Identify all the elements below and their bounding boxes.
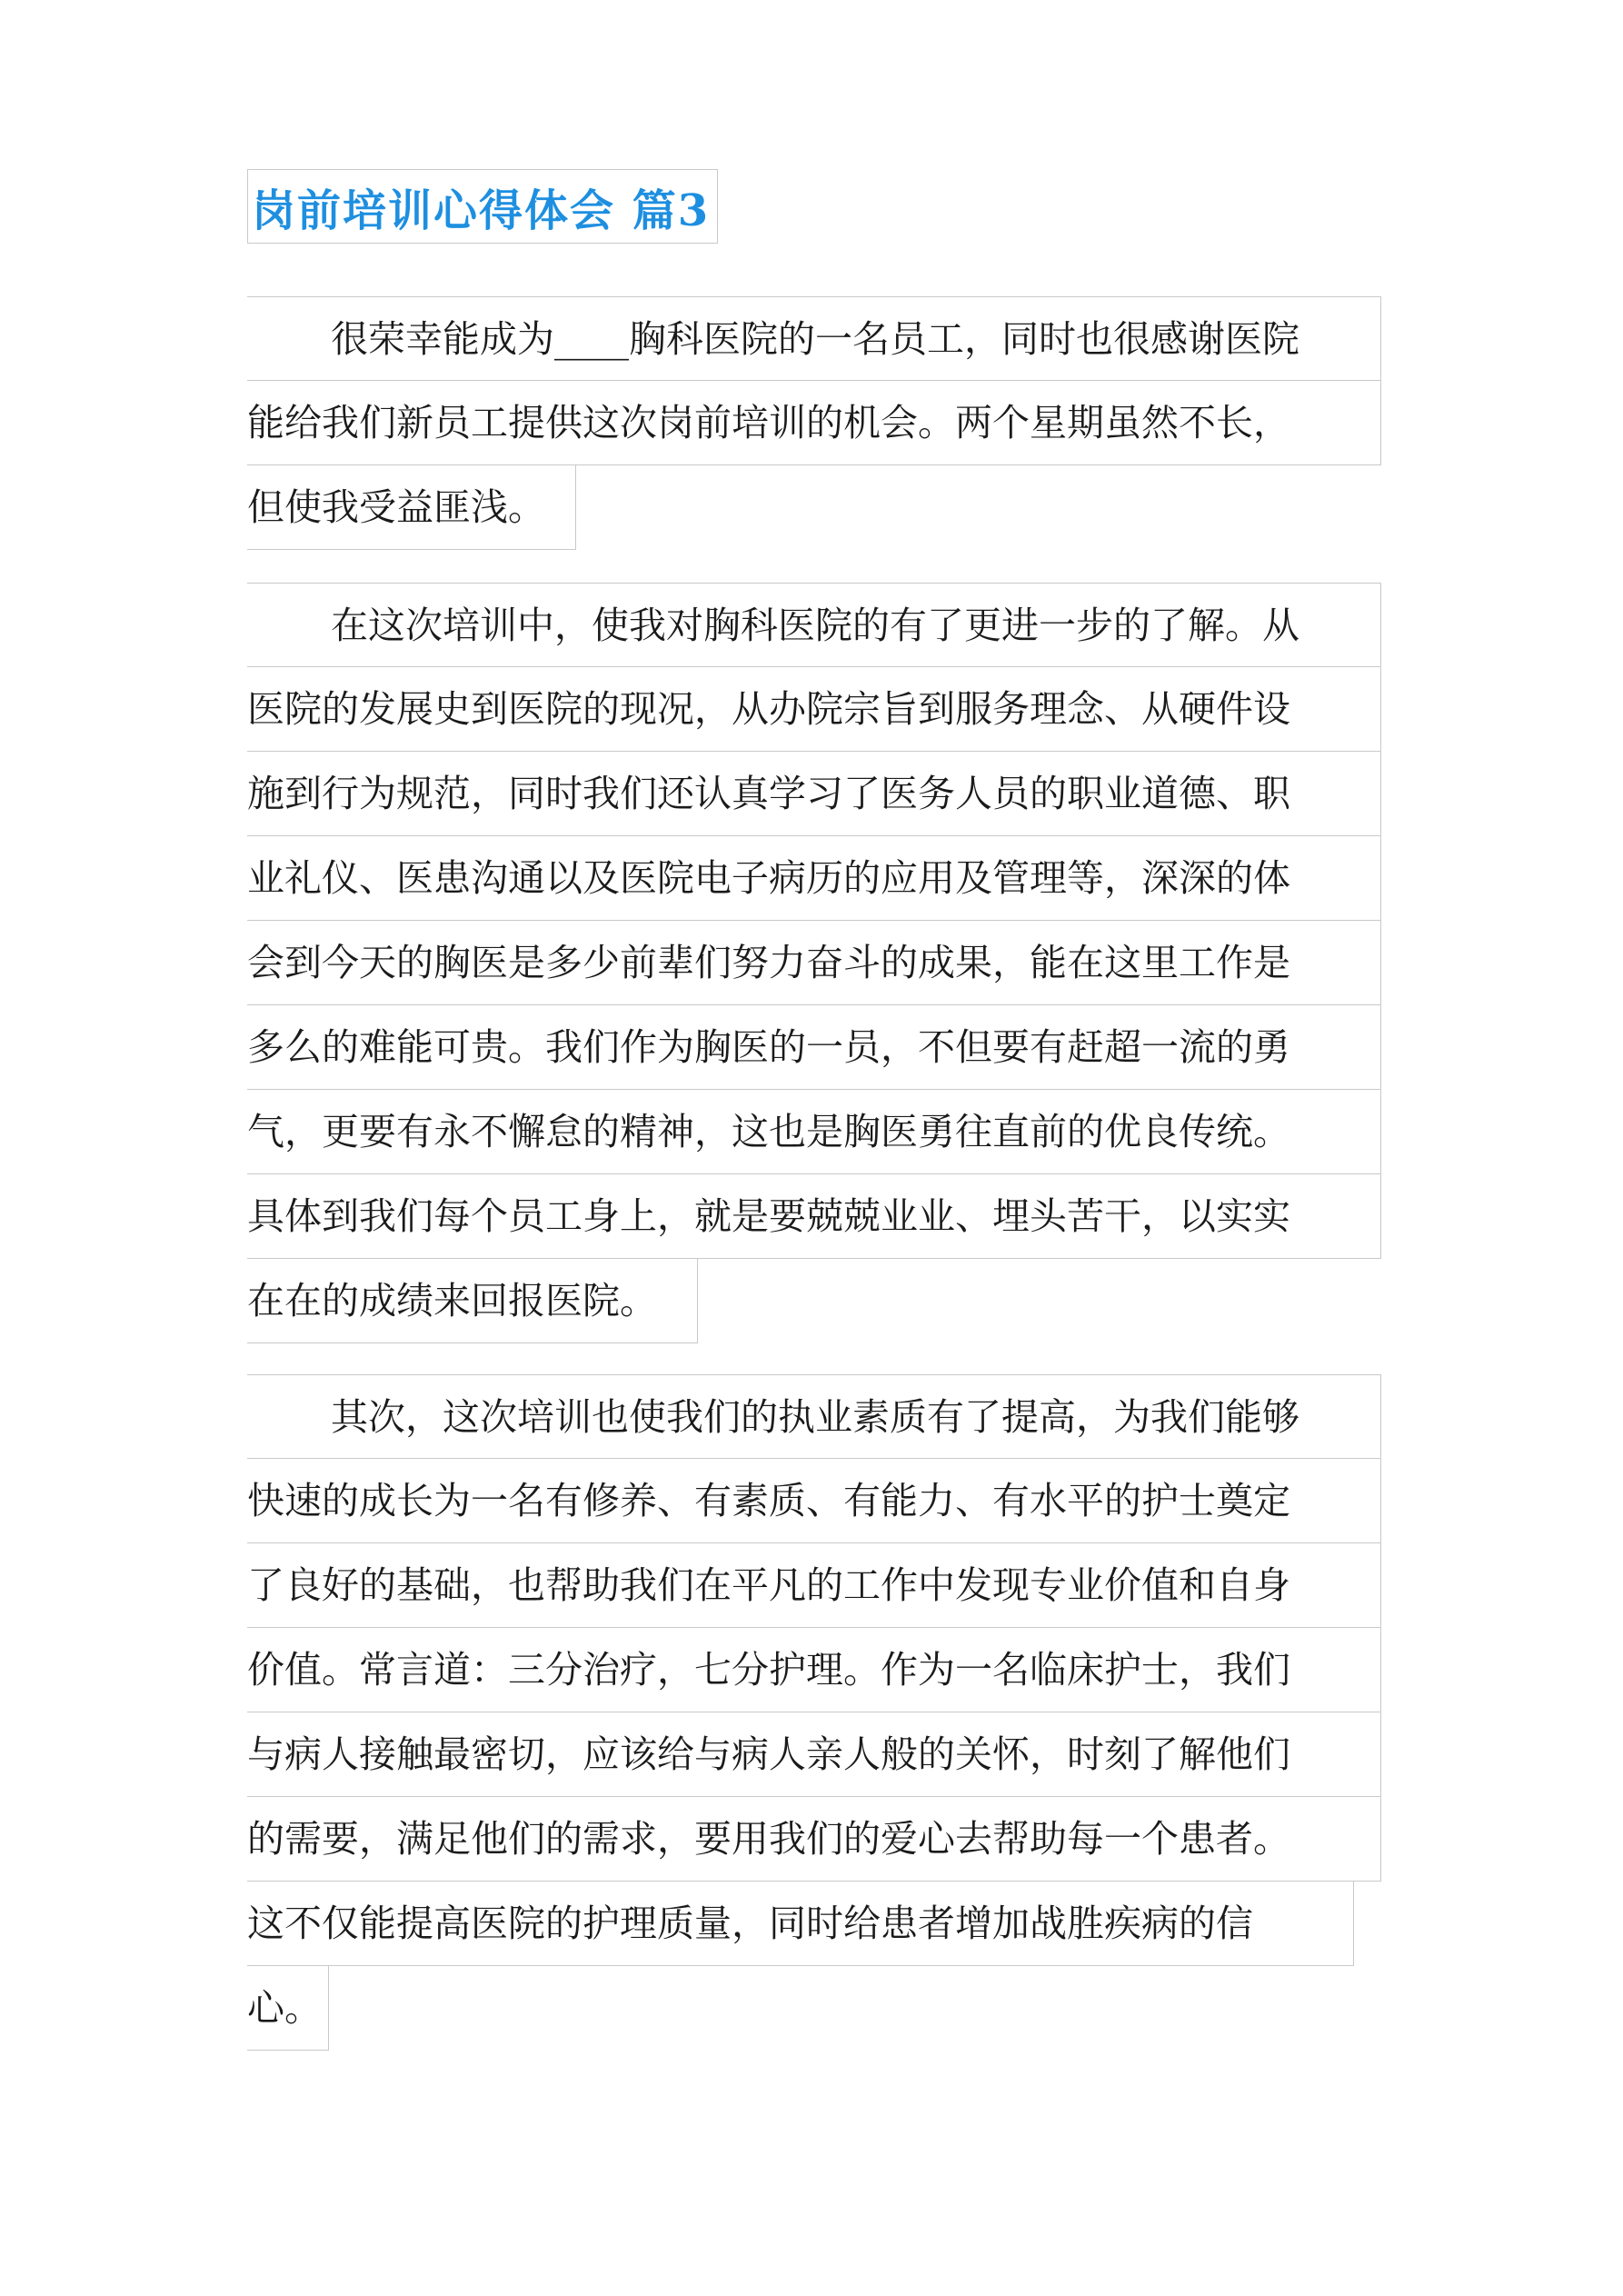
text-line: 与病人接触最密切，应该给与病人亲人般的关怀，时刻了解他们 xyxy=(247,1712,1381,1797)
paragraph-2 xyxy=(247,583,1381,1343)
text-line: 但使我受益匪浅。 xyxy=(247,465,576,550)
text-line: 其次，这次培训也使我们的执业素质有了提高，为我们能够 xyxy=(247,1374,1381,1459)
text-line: 在这次培训中，使我对胸科医院的有了更进一步的了解。从 xyxy=(247,583,1381,667)
text-line: 心。 xyxy=(247,1966,329,2051)
text-line: 多么的难能可贵。我们作为胸医的一员，不但要有赶超一流的勇 xyxy=(247,1005,1381,1090)
text-line: 医院的发展史到医院的现况，从办院宗旨到服务理念、从硬件设 xyxy=(247,667,1381,752)
text-line: 能给我们新员工提供这次岗前培训的机会。两个星期虽然不长， xyxy=(247,381,1381,465)
text-line: 这不仅能提高医院的护理质量，同时给患者增加战胜疾病的信 xyxy=(247,1882,1354,1966)
text-line: 价值。常言道：三分治疗，七分护理。作为一名临床护士，我们 xyxy=(247,1628,1381,1712)
text-line: 业礼仪、医患沟通以及医院电子病历的应用及管理等，深深的体 xyxy=(247,836,1381,921)
paragraph-1 xyxy=(247,296,1381,550)
text-line: 施到行为规范，同时我们还认真学习了医务人员的职业道德、职 xyxy=(247,752,1381,836)
text-line: 气，更要有永不懈怠的精神，这也是胸医勇往直前的优良传统。 xyxy=(247,1090,1381,1174)
text-line: 快速的成长为一名有修养、有素质、有能力、有水平的护士奠定 xyxy=(247,1459,1381,1543)
paragraph-3 xyxy=(247,1374,1381,2051)
text-line: 会到今天的胸医是多少前辈们努力奋斗的成果，能在这里工作是 xyxy=(247,921,1381,1005)
text-line: 在在的成绩来回报医院。 xyxy=(247,1259,698,1343)
title-box xyxy=(247,169,718,244)
document-title: 岗前培训心得体会 篇3 xyxy=(252,185,711,236)
text-line: 了良好的基础，也帮助我们在平凡的工作中发现专业价值和自身 xyxy=(247,1543,1381,1628)
text-line: 的需要，满足他们的需求，要用我们的爱心去帮助每一个患者。 xyxy=(247,1797,1381,1882)
text-line: 具体到我们每个员工身上，就是要兢兢业业、埋头苦干，以实实 xyxy=(247,1174,1381,1259)
text-line: 很荣幸能成为____胸科医院的一名员工，同时也很感谢医院 xyxy=(247,296,1381,381)
